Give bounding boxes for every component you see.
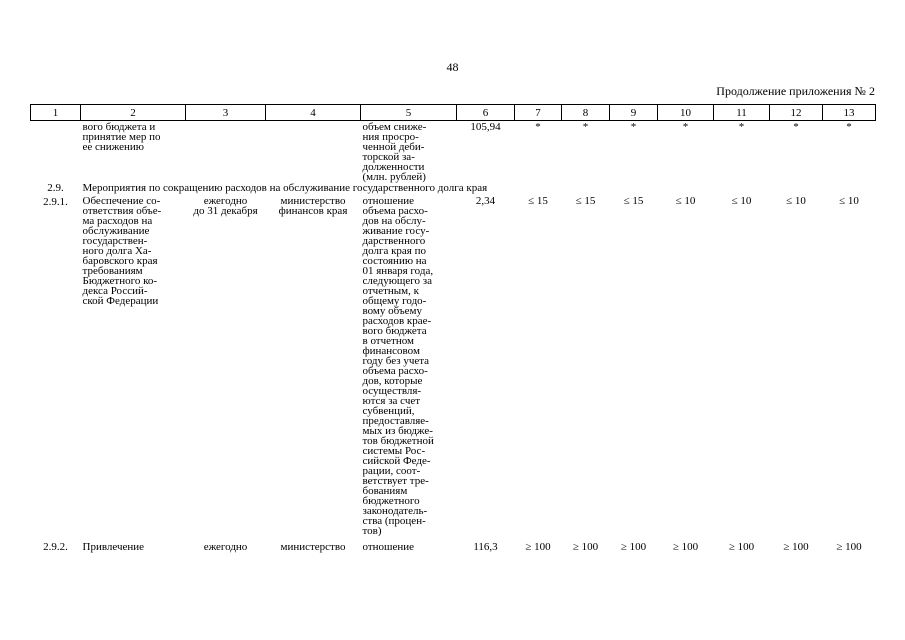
text-line: ства (процен- (362, 515, 426, 527)
section-header-row (31, 182, 876, 194)
text-line: сийской Феде- (362, 455, 431, 467)
row-number-cell (31, 121, 81, 183)
column-header: 10 (658, 105, 714, 121)
column-header: 8 (562, 105, 610, 121)
text-line: субвенций, (362, 405, 415, 417)
text-line: баровского края (82, 255, 158, 267)
text-line: торской за- (362, 151, 415, 163)
text-line: ются за счет (362, 395, 421, 407)
indicator-cell: отношение (362, 541, 415, 553)
text-line: бованиям (362, 485, 408, 497)
column-header: 12 (770, 105, 823, 121)
text-line: отношение (362, 195, 415, 207)
text-line: обслуживание (82, 225, 150, 237)
measures-table (30, 104, 876, 553)
indicator-cell (361, 121, 457, 183)
column-header: 5 (361, 105, 457, 121)
column-number-header-row (31, 105, 876, 121)
text-line: долга края по (362, 245, 427, 257)
text-line: ного долга Ха- (82, 245, 152, 257)
deadline-cell: ежегодно (203, 541, 248, 553)
text-line: принятие мер по (82, 131, 161, 143)
target-value-cell: ≤ 10 (839, 195, 859, 207)
text-line: объем сниже- (362, 121, 427, 133)
text-line: ния просро- (362, 131, 419, 143)
indicator-cell (361, 194, 457, 536)
deadline-cell (186, 121, 266, 183)
text-line: объема расхо- (362, 365, 428, 377)
text-line: дов, которые (362, 375, 423, 387)
text-line: финансовом (362, 345, 420, 357)
text-line: Бюджетного ко- (82, 275, 158, 287)
target-value-cell: ≤ 10 (675, 195, 696, 207)
text-line: вого бюджета и (82, 121, 156, 133)
target-value-cell: ≥ 100 (525, 541, 551, 553)
text-line: министерство (280, 195, 346, 207)
text-line: до 31 декабря (193, 205, 258, 217)
text-line: ченной деби- (362, 141, 425, 153)
continuation-label: Продолжение приложения № 2 (716, 84, 875, 98)
column-header: 6 (457, 105, 515, 121)
text-line: мых из бюдже- (362, 425, 433, 437)
target-value-cell: ≥ 100 (836, 541, 862, 553)
text-line: состоянию на (362, 255, 427, 267)
deadline-cell (186, 194, 266, 536)
text-line: рации, соот- (362, 465, 421, 477)
text-line: государствен- (82, 235, 148, 247)
text-line: дарственного (362, 235, 426, 247)
target-value-cell: * (846, 121, 852, 133)
column-header: 11 (714, 105, 770, 121)
target-value-cell: * (738, 121, 745, 133)
target-value-cell: * (582, 121, 589, 133)
target-value-cell: * (793, 121, 799, 133)
text-line: в отчетном (362, 335, 414, 347)
row-number-cell: 2.9.2. (43, 541, 68, 553)
column-header: 3 (186, 105, 266, 121)
text-line: предоставляе- (362, 415, 429, 427)
table-row-2-9-2 (31, 536, 876, 553)
target-value-cell: ≥ 100 (672, 541, 699, 553)
target-value-cell: ≤ 15 (528, 195, 548, 207)
column-header: 1 (31, 105, 81, 121)
page-number: 48 (446, 60, 459, 74)
text-line: ежегодно (203, 195, 248, 207)
text-line: тов бюджетной (362, 435, 434, 447)
section-title: Мероприятия по сокращению расходов на обслуживание государственного долга края (82, 182, 488, 194)
section-number: 2.9. (47, 182, 64, 194)
target-value-cell: ≥ 100 (572, 541, 599, 553)
text-line: следующего за (362, 275, 432, 287)
executor-cell (266, 194, 361, 536)
target-value-cell: ≥ 100 (783, 541, 809, 553)
column-header: 4 (266, 105, 361, 121)
text-line: общему годо- (362, 295, 427, 307)
text-line: ответствия объе- (82, 205, 162, 217)
table-row-2-9-1 (31, 194, 876, 536)
text-line: ма расходов на (82, 215, 153, 227)
base-value-cell: 2,34 (475, 195, 496, 207)
base-value-cell: 116,3 (473, 541, 498, 553)
target-value-cell: ≤ 15 (575, 195, 596, 207)
target-value-cell: * (630, 121, 637, 133)
target-value-cell: ≤ 10 (786, 195, 806, 207)
executor-cell (266, 121, 361, 183)
base-value-cell: 105,94 (470, 121, 501, 133)
text-line: отчетным, к (362, 285, 419, 297)
target-value-cell: * (535, 121, 541, 133)
text-line: (млн. рублей) (362, 171, 426, 183)
text-line: вому объему (362, 305, 422, 317)
column-header: 9 (610, 105, 658, 121)
text-line: бюджетного (362, 495, 420, 507)
text-line: финансов края (278, 205, 348, 217)
text-line: живание госу- (362, 225, 430, 237)
text-line: долженности (362, 161, 425, 173)
measure-name-cell: Привлечение (82, 541, 145, 553)
text-line: ее снижению (82, 141, 144, 153)
text-line: тов) (362, 525, 382, 537)
text-line: декса Россий- (82, 285, 148, 297)
column-header: 13 (823, 105, 876, 121)
column-header: 7 (515, 105, 562, 121)
text-line: ской Федерации (82, 295, 159, 307)
target-value-cell: ≤ 10 (731, 195, 752, 207)
text-line: дов на обслу- (362, 215, 426, 227)
text-line: вого бюджета (362, 325, 427, 337)
row-number-cell: 2.9.1. (43, 196, 68, 208)
text-line: объема расхо- (362, 205, 428, 217)
text-line: расходов крае- (362, 315, 432, 327)
executor-cell: министерство (280, 541, 346, 553)
target-value-cell: ≥ 100 (620, 541, 647, 553)
text-line: году без учета (362, 355, 430, 367)
target-value-cell: ≥ 100 (728, 541, 755, 553)
text-line: 01 января года, (362, 265, 434, 277)
target-value-cell: * (682, 121, 689, 133)
target-value-cell: ≤ 15 (623, 195, 644, 207)
text-line: требованиям (82, 265, 143, 277)
measure-name-cell (81, 194, 186, 536)
text-line: Обеспечение со- (82, 195, 161, 207)
text-line: законодатель- (362, 505, 428, 517)
measure-name-cell (81, 121, 186, 183)
column-header: 2 (81, 105, 186, 121)
text-line: ветствует тре- (362, 475, 429, 487)
table-row-continuation (31, 121, 876, 183)
text-line: системы Рос- (362, 445, 426, 457)
text-line: осуществля- (362, 385, 422, 397)
